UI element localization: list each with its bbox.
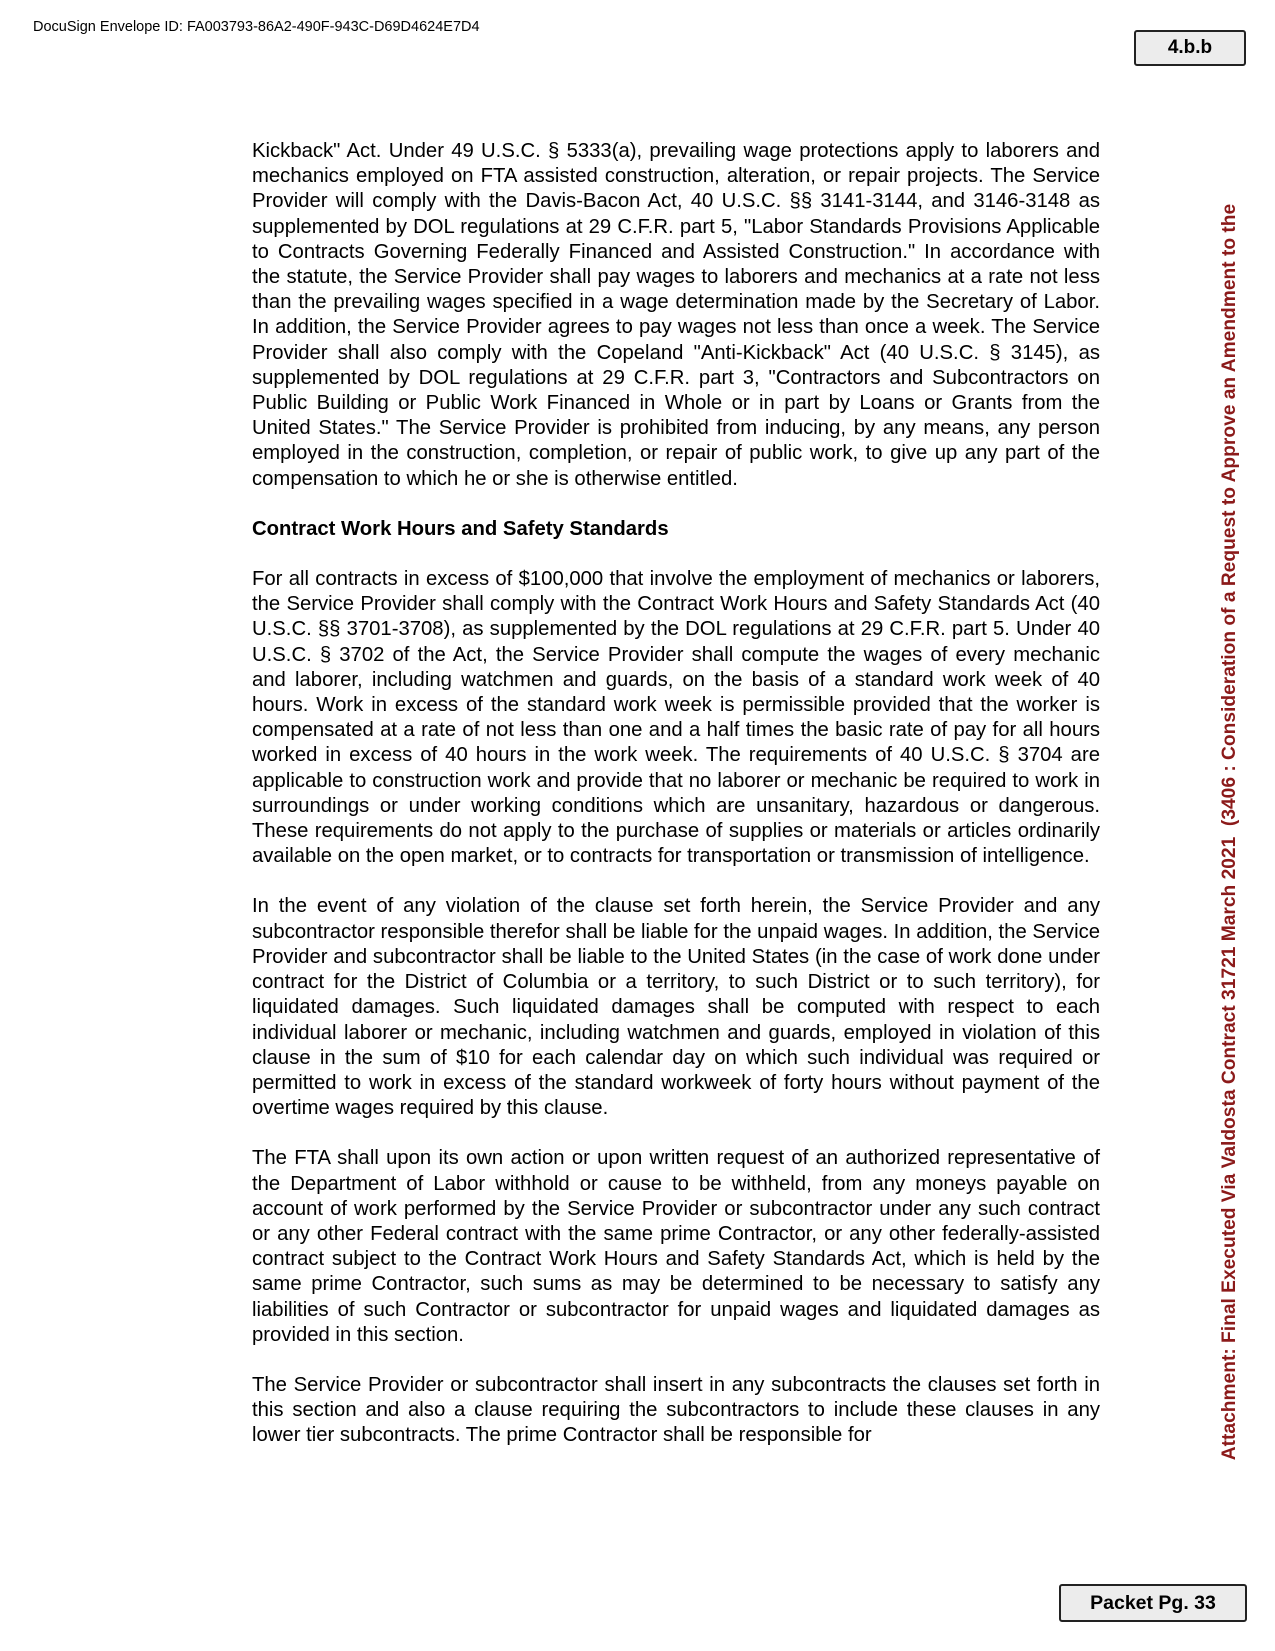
section-heading-contract-work-hours: Contract Work Hours and Safety Standards bbox=[252, 517, 669, 540]
paragraph-davis-bacon: Kickback" Act. Under 49 U.S.C. § 5333(a), prevailing wage protections apply to laborers and mechanics employed on FTA assisted construction, alteration, or repair projects. The Service Provider will comply with the Davis-Bacon Act, 40 U.S.C. §§ 3141-3144, and 3146-3148 as supplemented by DOL regulations at 29 C.F.R. part 5, "Labor Standards Provisions Applicable to Contracts Governing Federally Financed and Assisted Construction." In accordance with the statute, the Service Provider shall pay wages to laborers and mechanics at a rate not less than the prevailing wages specified in a wage determination made by the Secretary of Labor. In addition, the Service Provider agrees to pay wages not less than once a week. The Service Provider shall also comply with the Copeland "Anti-Kickback" Act (40 U.S.C. § 3145), as supplemented by DOL regulations at 29 C.F.R. part 3, "Contractors and Subcontractors on Public Building or Public Work Financed in Whole or in part by Loans or Grants from the United States." The Service Provider is prohibited from inducing, by any means, any person employed in the construction, completion, or repair of public work, to give up any part of the compensation to which he or she is otherwise entitled. bbox=[252, 140, 1100, 490]
paragraph-subcontracts: The Service Provider or subcontractor shall insert in any subcontracts the clauses set forth in this section and also a clause requiring the subcontractors to include these clauses in any lower tier subcontracts. The prime Contractor shall be responsible for bbox=[252, 1373, 1100, 1447]
paragraph-withholding: The FTA shall upon its own action or upon written request of an authorized representative of the Department of Labor withhold or cause to be withheld, from any moneys payable on account of work performed by the Service Provider or subcontractor under any such contract or any other Federal contract with the same prime Contractor, or any other federally-assisted contract subject to the Contract Work Hours and Safety Standards Act, which is held by the same prime Contractor, such sums as may be determined to be necessary to satisfy any liabilities of such Contractor or subcontractor for unpaid wages and liquidated damages as provided in this section. bbox=[252, 1147, 1100, 1346]
docusign-envelope-id: DocuSign Envelope ID: FA003793-86A2-490F-943C-D69D4624E7D4 bbox=[33, 19, 480, 35]
paragraph-overtime-requirements: For all contracts in excess of $100,000 that involve the employment of mechanics or laborers, the Service Provider shall comply with the Contract Work Hours and Safety Standards Act (40 U.S.C. §§ 3701-3708), as supplemented by the DOL regulations at 29 C.F.R. part 5. Under 40 U.S.C. § 3702 of the Act, the Service Provider shall compute the wages of every mechanic and laborer, including watchmen and guards, on the basis of a standard work week of 40 hours. Work in excess of the standard work week is permissible provided that the worker is compensated at a rate of not less than one and a half times the basic rate of pay for all hours worked in excess of 40 hours in the work week. The requirements of 40 U.S.C. § 3704 are applicable to construction work and provide that no laborer or mechanic be required to work in surroundings or under working conditions which are unsanitary, hazardous or dangerous. These requirements do not apply to the purchase of supplies or materials or articles ordinarily available on the open market, or to contracts for transportation or transmission of intelligence. bbox=[252, 568, 1100, 868]
attachment-side-banner: Attachment: Final Executed Via Valdosta Contract 31721 March 2021 (3406 : Consideration of a Request to Approve an Amendment to the bbox=[1219, 203, 1240, 1461]
agenda-tag-badge: 4.b.b bbox=[1134, 30, 1246, 66]
document-body bbox=[252, 139, 1100, 1474]
packet-page-badge: Packet Pg. 33 bbox=[1059, 1584, 1247, 1622]
paragraph-violation-liability: In the event of any violation of the clause set forth herein, the Service Provider and any subcontractor responsible therefor shall be liable for the unpaid wages. In addition, the Service Provider and subcontractor shall be liable to the United States (in the case of work done under contract for the District of Columbia or a territory, to such District or to such territory), for liquidated damages. Such liquidated damages shall be computed with respect to each individual laborer or mechanic, including watchmen and guards, employed in violation of this clause in the sum of $10 for each calendar day on which such individual was required or permitted to work in excess of the standard workweek of forty hours without payment of the overtime wages required by this clause. bbox=[252, 895, 1100, 1120]
